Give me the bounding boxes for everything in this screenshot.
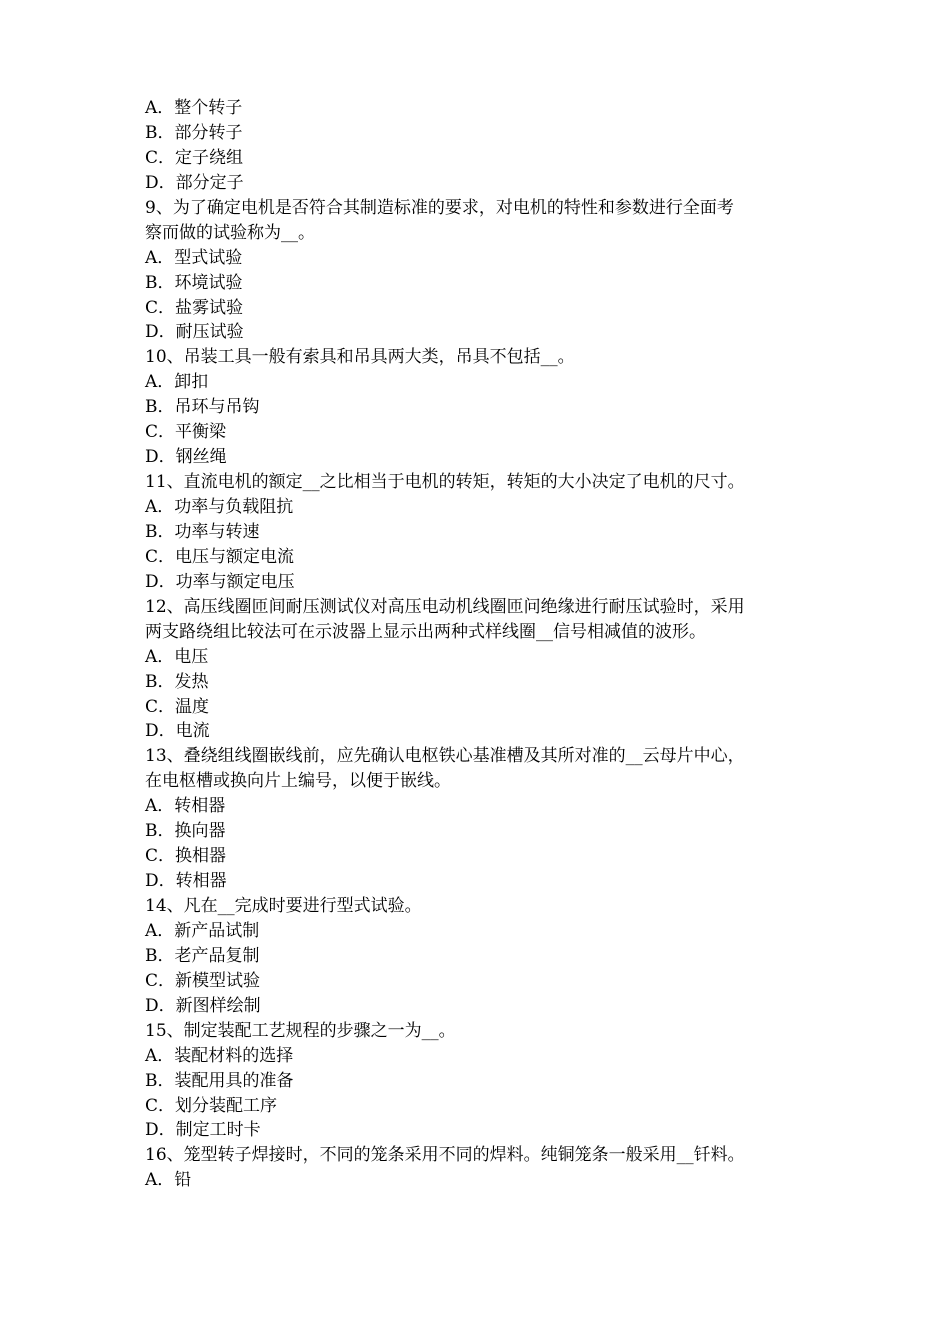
option-c: C．电压与额定电流 [145,546,295,567]
question-15: 15、制定装配工艺规程的步骤之一为__。 [145,1020,456,1041]
option-a: A．型式试验 [145,247,243,268]
option-c: C．平衡梁 [145,422,227,443]
option-b: B．装配用具的准备 [145,1070,294,1091]
question-9-line-1: 9、为了确定电机是否符合其制造标准的要求，对电机的特性和参数进行全面考 [145,197,734,218]
question-13-line-2: 在电枢槽或换向片上编号，以便于嵌线。 [145,771,451,792]
option-a: A．卸扣 [145,372,209,393]
option-c: C．温度 [145,696,210,717]
option-d: D．转相器 [145,871,227,892]
option-c: C．换相器 [145,846,227,867]
option-d: D．部分定子 [145,172,244,193]
question-12-line-2: 两支路绕组比较法可在示波器上显示出两种式样线圈__信号相减值的波形。 [145,621,706,642]
option-d: D．新图样绘制 [145,995,261,1016]
option-a: A．装配材料的选择 [145,1045,294,1066]
option-b: B．吊环与吊钩 [145,397,260,418]
option-b: B．部分转子 [145,122,243,143]
option-b: B．环境试验 [145,272,243,293]
option-c: C．新模型试验 [145,970,261,991]
option-a: A．新产品试制 [145,920,260,941]
option-a: A．转相器 [145,796,226,817]
option-c: C．定子绕组 [145,147,244,168]
option-d: D．功率与额定电压 [145,571,295,592]
question-14: 14、凡在__完成时要进行型式试验。 [145,896,422,916]
question-11: 11、直流电机的额定__之比相当于电机的转矩，转矩的大小决定了电机的尺寸。 [145,472,745,493]
option-a: A．功率与负载阻抗 [145,497,294,517]
option-a: A．整个转子 [145,98,243,118]
option-b: B．发热 [145,671,209,692]
option-d: D．电流 [145,721,210,742]
option-d: D．耐压试验 [145,322,244,343]
option-d: D．制定工时卡 [145,1120,261,1141]
option-a: A．铅 [145,1170,192,1191]
option-b: B．换向器 [145,821,226,842]
question-16: 16、笼型转子焊接时，不同的笼条采用不同的焊料。纯铜笼条一般采用__钎料。 [145,1145,745,1166]
option-b: B．功率与转速 [145,521,260,542]
question-12-line-1: 12、高压线圈匝间耐压测试仪对高压电动机线圈匝问绝缘进行耐压试验时，采用 [145,596,745,617]
question-9-line-2: 察而做的试验称为__。 [145,222,315,243]
option-a: A．电压 [145,646,209,667]
question-10: 10、吊装工具一般有索具和吊具两大类，吊具不包括__。 [145,347,575,368]
option-d: D．钢丝绳 [145,447,227,468]
option-c: C．盐雾试验 [145,297,244,318]
question-13-line-1: 13、叠绕组线圈嵌线前，应先确认电枢铁心基准槽及其所对准的__云母片中心， [145,746,745,767]
document-page [145,96,825,1193]
option-c: C．划分装配工序 [145,1095,278,1116]
option-b: B．老产品复制 [145,945,260,966]
